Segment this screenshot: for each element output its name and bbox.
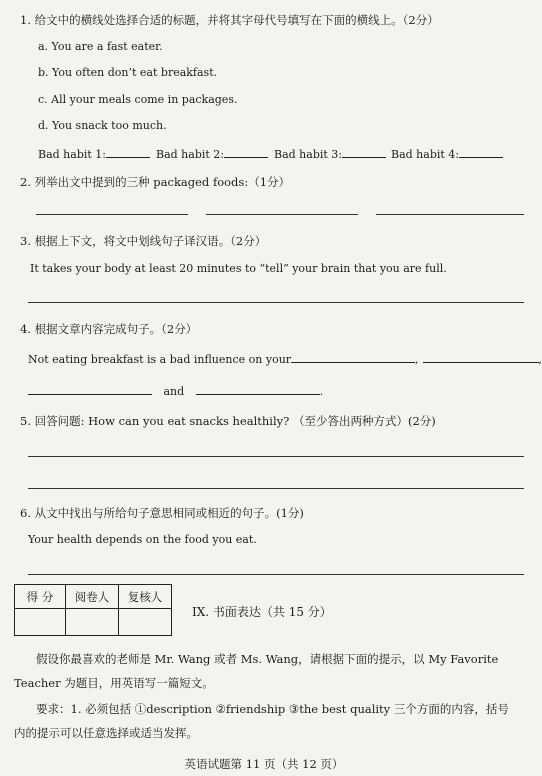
answer-blank[interactable] bbox=[28, 383, 152, 395]
habit-label: Bad habit 3: bbox=[274, 148, 343, 161]
answer-blank[interactable] bbox=[106, 146, 150, 158]
answer-line[interactable] bbox=[206, 214, 358, 215]
q1-option-a: a. You are a fast eater. bbox=[38, 40, 163, 53]
q6-prompt: 6. 从文中找出与所给句子意思相同或相近的句子。(1分) bbox=[20, 506, 304, 520]
score-table bbox=[14, 584, 172, 636]
answer-blank[interactable] bbox=[196, 383, 320, 395]
q4-comma: , bbox=[415, 353, 419, 366]
grader-cell[interactable] bbox=[66, 609, 119, 636]
answer-line[interactable] bbox=[376, 214, 524, 215]
q4-period: . bbox=[319, 385, 324, 398]
q1-option-b: b. You often don’t eat breakfast. bbox=[38, 66, 218, 79]
answer-blank[interactable] bbox=[342, 146, 386, 158]
answer-line[interactable] bbox=[28, 574, 524, 575]
answer-blank[interactable] bbox=[423, 351, 539, 363]
reviewer-cell[interactable] bbox=[119, 609, 172, 636]
q4-comma: , bbox=[538, 353, 542, 366]
score-header: 得 分 bbox=[15, 585, 66, 609]
answer-line[interactable] bbox=[36, 214, 188, 215]
habit-label: Bad habit 1: bbox=[38, 148, 107, 161]
q3-sentence: It takes your body at least 20 minutes to “tell” your brain that you are full. bbox=[30, 262, 447, 275]
writing-paragraph: 假设你最喜欢的老师是 Mr. Wang 或者 Ms. Wang，请根据下面的提示，以 My Favorite Teacher 为题目，用英语写一篇短文。 bbox=[14, 652, 499, 690]
answer-blank[interactable] bbox=[224, 146, 268, 158]
page-footer: 英语试题第 11 页（共 12 页） bbox=[184, 757, 344, 771]
score-cell[interactable] bbox=[15, 609, 66, 636]
writing-requirement: 要求：1. 必须包括 ①description ②friendship ③the best quality 三个方面的内容，括号内的提示可以任意选择或适当发挥。 bbox=[14, 702, 509, 740]
q1-prompt: 1. 给文中的横线处选择合适的标题，并将其字母代号填写在下面的横线上。（2分） bbox=[20, 13, 439, 27]
answer-line[interactable] bbox=[28, 456, 524, 457]
q1-habit-4 bbox=[391, 146, 503, 161]
q4-line-2 bbox=[28, 383, 323, 398]
q6-sentence: Your health depends on the food you eat. bbox=[28, 533, 257, 546]
habit-label: Bad habit 4: bbox=[391, 148, 460, 161]
q3-prompt: 3. 根据上下文，将文中划线句子译汉语。（2分） bbox=[20, 234, 267, 248]
q1-option-c: c. All your meals come in packages. bbox=[38, 93, 238, 106]
answer-blank[interactable] bbox=[291, 351, 415, 363]
q1-habit-1 bbox=[38, 146, 150, 161]
section-title: IX. 书面表达（共 15 分） bbox=[192, 605, 332, 619]
q4-and: and bbox=[163, 385, 185, 398]
q1-habit-3 bbox=[274, 146, 386, 161]
q4-line-1 bbox=[28, 351, 542, 366]
habit-label: Bad habit 2: bbox=[156, 148, 225, 161]
q1-habit-2 bbox=[156, 146, 268, 161]
answer-line[interactable] bbox=[28, 488, 524, 489]
q4-sentence: Not eating breakfast is a bad influence on your bbox=[28, 353, 292, 366]
answer-blank[interactable] bbox=[459, 146, 503, 158]
q2-prompt: 2. 列举出文中提到的三种 packaged foods:（1分） bbox=[20, 175, 291, 189]
reviewer-header: 复核人 bbox=[119, 585, 172, 609]
grader-header: 阅卷人 bbox=[66, 585, 119, 609]
q5-prompt: 5. 回答问题: How can you eat snacks healthily? （至少答出两种方式）(2分) bbox=[20, 414, 436, 428]
q1-option-d: d. You snack too much. bbox=[38, 119, 167, 132]
q4-prompt: 4. 根据文章内容完成句子。（2分） bbox=[20, 322, 198, 336]
answer-line[interactable] bbox=[28, 302, 524, 303]
